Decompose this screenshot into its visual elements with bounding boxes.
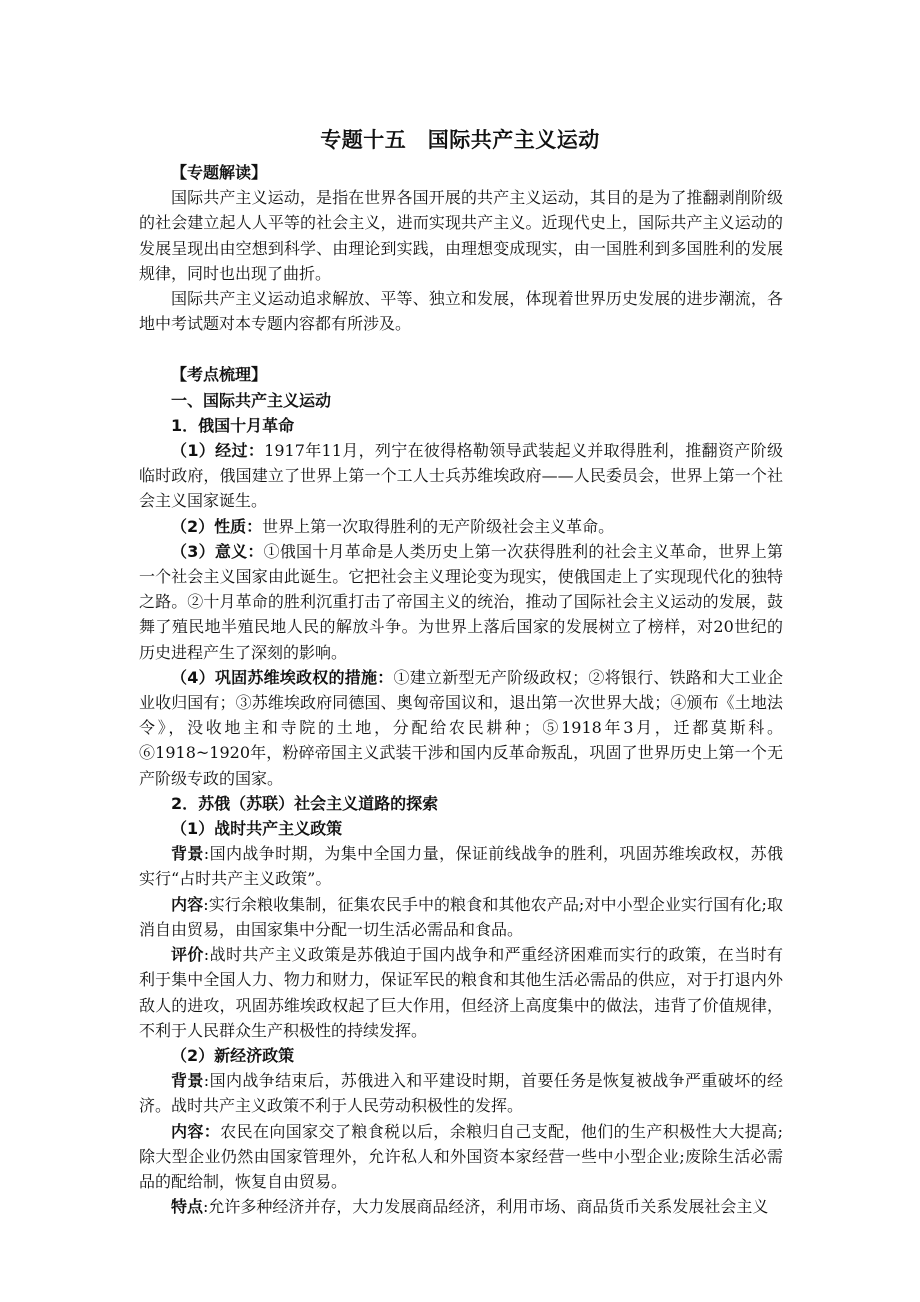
section-heading-intro: 【专题解读】 xyxy=(171,163,268,182)
text-background: :国内战争结束后，苏俄进入和平建设时期，首要任务是恢复被战争严重破坏的经济。战时共产主义政策不利于人民劳动积极性的发挥。 xyxy=(139,1071,783,1116)
intro-paragraph-1: 国际共产主义运动，是指在世界各国开展的共产主义运动，其目的是为了推翻剥削阶级的社会建立起人人平等的社会主义，进而实现共产主义。近现代史上，国际共产主义运动的发展呈现出由空想到科学、由理论到实践，由理想变成现实，由一国胜利到多国胜利的发展规律，同时也出现了曲折。 xyxy=(139,188,783,283)
paragraph-significance xyxy=(139,539,783,665)
paragraph-process xyxy=(139,438,783,514)
text-measures: ①建立新型无产阶级政权；②将银行、铁路和大工业企业收归国有；③苏维埃政府同德国、奥匈帝国议和，退出第一次世界大战；④颁布《土地法令》，没收地主和寺院的土地，分配给农民耕种；⑤1918年3月，迁都莫斯科。⑥1918~1920年，粉碎帝国主义武装干涉和国内反革命叛乱，巩固了世界历史上第一个无产阶级专政的国家。 xyxy=(139,667,783,788)
paragraph-war-communism-evaluation xyxy=(139,942,783,1043)
document-body xyxy=(139,160,783,1219)
paragraph-measures xyxy=(139,665,783,791)
text-features: :允许多种经济并存，大力发展商品经济，利用市场、商品货币关系发展社会主义 xyxy=(203,1197,769,1217)
section-heading-review: 【考点梳理】 xyxy=(171,365,268,385)
page-title: 专题十五 国际共产主义运动 xyxy=(320,128,600,152)
label-process: （1）经过： xyxy=(171,441,265,461)
text-significance: ①俄国十月革命是人类历史上第一次获得胜利的社会主义革命，世界上第一个社会主义国家由此诞生。它把社会主义理论变为现实，使俄国走上了实现现代化的独特之路。②十月革命的胜利沉重打击了帝国主义的统治，推动了国际社会主义运动的发展，鼓舞了殖民地半殖民地人民的解放斗争。为世界上落后国家的发展树立了榜样，对20世纪的历史进程产生了深刻的影响。 xyxy=(139,541,783,662)
paragraph-nep-features xyxy=(139,1194,783,1219)
heading-soviet-exploration: 2．苏俄（苏联）社会主义道路的探索 xyxy=(171,793,439,813)
heading-nep: （2）新经济政策 xyxy=(171,1045,295,1065)
heading-october-revolution: 1．俄国十月革命 xyxy=(171,415,295,435)
heading-war-communism: （1）战时共产主义政策 xyxy=(171,819,343,839)
paragraph-nature xyxy=(139,514,783,539)
paragraph-nep-background xyxy=(139,1068,783,1118)
heading-level-1: 一、国际共产主义运动 xyxy=(171,390,332,410)
paragraph-nep-content xyxy=(139,1119,783,1195)
text-nature: 世界上第一次取得胜利的无产阶级社会主义革命。 xyxy=(262,516,615,536)
text-background: :国内战争时期，为集中全国力量，保证前线战争的胜利，巩固苏维埃政权，苏俄实行“占时共产主义政策”。 xyxy=(139,844,783,889)
text-evaluation: :战时共产主义政策是苏俄迫于国内战争和严重经济困难而实行的政策，在当时有利于集中全国人力、物力和财力，保证军民的粮食和其他生活必需品的供应，对于打退内外敌人的进攻，巩固苏维埃政权起了巨大作用，但经济上高度集中的做法，违背了价值规律，不利于人民群众生产积极性的持续发挥。 xyxy=(139,945,783,1040)
label-significance: （3）意义： xyxy=(171,541,264,561)
paragraph-war-communism-background xyxy=(139,841,783,891)
label-nature: （2）性质： xyxy=(171,516,263,536)
text-content: :实行余粮收集制，征集农民手中的粮食和其他农产品;对中小型企业实行国有化;取消自由贸易，由国家集中分配一切生活必需品和食品。 xyxy=(139,894,783,939)
label-background: 背景 xyxy=(171,1071,204,1091)
label-features: 特点 xyxy=(171,1197,204,1217)
text-content: 农民在向国家交了粮食税以后，余粮归自己支配，他们的生产积极性大大提高;除大型企业仍然由国家管理外，允许私人和外国资本家经营一些中小型企业;废除生活必需品的配给制，恢复自由贸易。 xyxy=(139,1121,783,1191)
label-measures: （4）巩固苏维埃政权的措施： xyxy=(171,667,394,687)
intro-paragraph-2: 国际共产主义运动追求解放、平等、独立和发展，体现着世界历史发展的进步潮流，各地中考试题对本专题内容都有所涉及。 xyxy=(139,289,783,334)
spacer xyxy=(139,336,783,362)
label-background: 背景 xyxy=(171,844,204,864)
text-process: 1917年11月，列宁在彼得格勒领导武装起义并取得胜利，推翻资产阶级临时政府，俄国建立了世界上第一个工人士兵苏维埃政府——人民委员会，世界上第一个社会主义国家诞生。 xyxy=(139,441,783,511)
paragraph-war-communism-content xyxy=(139,892,783,942)
label-content: 内容 xyxy=(171,894,204,914)
label-content: 内容： xyxy=(171,1121,221,1141)
label-evaluation: 评价 xyxy=(171,945,204,965)
